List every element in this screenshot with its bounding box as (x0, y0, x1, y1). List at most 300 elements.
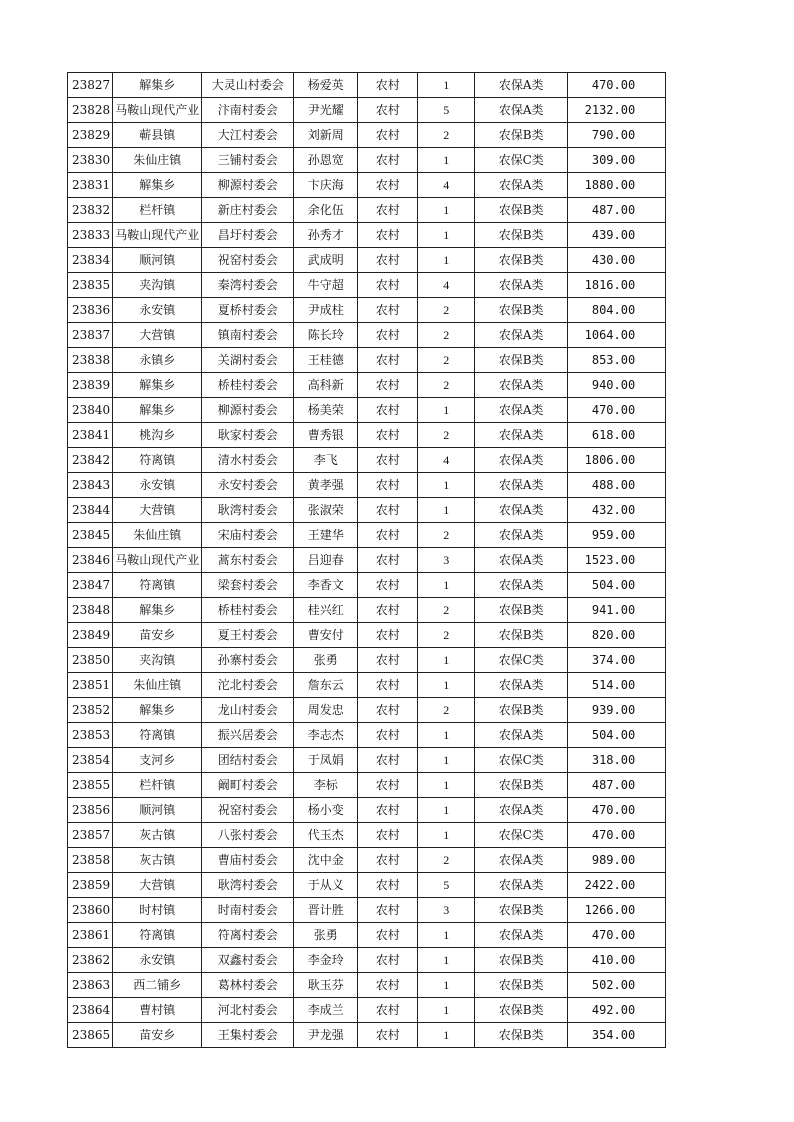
township-cell: 桃沟乡 (113, 423, 202, 448)
table-row (68, 848, 666, 873)
record-id-cell: 23853 (68, 723, 113, 748)
area-type-cell: 农村 (358, 323, 418, 348)
area-type-cell: 农村 (358, 798, 418, 823)
township-cell: 栏杆镇 (113, 773, 202, 798)
person-name-cell: 詹东云 (294, 673, 358, 698)
village-committee-cell: 双鑫村委会 (202, 948, 294, 973)
record-id-cell: 23847 (68, 573, 113, 598)
amount-cell: 439.00 (568, 223, 666, 248)
household-count-cell: 5 (418, 873, 475, 898)
area-type-cell: 农村 (358, 698, 418, 723)
amount-cell: 790.00 (568, 123, 666, 148)
person-name-cell: 杨爱英 (294, 73, 358, 98)
area-type-cell: 农村 (358, 923, 418, 948)
household-count-cell: 1 (418, 723, 475, 748)
amount-cell: 374.00 (568, 648, 666, 673)
township-cell: 顺河镇 (113, 798, 202, 823)
area-type-cell: 农村 (358, 773, 418, 798)
village-committee-cell: 葛林村委会 (202, 973, 294, 998)
person-name-cell: 杨小变 (294, 798, 358, 823)
record-id-cell: 23856 (68, 798, 113, 823)
insurance-category-cell: 农保B类 (475, 123, 568, 148)
area-type-cell: 农村 (358, 423, 418, 448)
area-type-cell: 农村 (358, 748, 418, 773)
amount-cell: 940.00 (568, 373, 666, 398)
person-name-cell: 周发忠 (294, 698, 358, 723)
table-row (68, 498, 666, 523)
record-id-cell: 23839 (68, 373, 113, 398)
record-id-cell: 23837 (68, 323, 113, 348)
amount-cell: 432.00 (568, 498, 666, 523)
record-id-cell: 23855 (68, 773, 113, 798)
person-name-cell: 杨美荣 (294, 398, 358, 423)
village-committee-cell: 王集村委会 (202, 1023, 294, 1048)
record-id-cell: 23851 (68, 673, 113, 698)
table-row (68, 98, 666, 123)
insurance-category-cell: 农保B类 (475, 1023, 568, 1048)
table-row (68, 348, 666, 373)
household-count-cell: 2 (418, 373, 475, 398)
area-type-cell: 农村 (358, 1023, 418, 1048)
insurance-category-cell: 农保A类 (475, 923, 568, 948)
village-committee-cell: 宋庙村委会 (202, 523, 294, 548)
area-type-cell: 农村 (358, 173, 418, 198)
village-committee-cell: 时南村委会 (202, 898, 294, 923)
household-count-cell: 5 (418, 98, 475, 123)
township-cell: 夹沟镇 (113, 273, 202, 298)
village-committee-cell: 镇南村委会 (202, 323, 294, 348)
insurance-category-cell: 农保A类 (475, 523, 568, 548)
table-row (68, 698, 666, 723)
record-id-cell: 23828 (68, 98, 113, 123)
township-cell: 解集乡 (113, 173, 202, 198)
person-name-cell: 李金玲 (294, 948, 358, 973)
record-id-cell: 23849 (68, 623, 113, 648)
person-name-cell: 曹安付 (294, 623, 358, 648)
insurance-category-cell: 农保A类 (475, 848, 568, 873)
amount-cell: 470.00 (568, 923, 666, 948)
township-cell: 永安镇 (113, 298, 202, 323)
table-row (68, 723, 666, 748)
table-row (68, 973, 666, 998)
area-type-cell: 农村 (358, 948, 418, 973)
record-id-cell: 23854 (68, 748, 113, 773)
area-type-cell: 农村 (358, 148, 418, 173)
person-name-cell: 张勇 (294, 648, 358, 673)
village-committee-cell: 新庄村委会 (202, 198, 294, 223)
record-id-cell: 23858 (68, 848, 113, 873)
household-count-cell: 4 (418, 448, 475, 473)
insurance-category-cell: 农保A类 (475, 323, 568, 348)
table-row (68, 473, 666, 498)
insurance-category-cell: 农保B类 (475, 998, 568, 1023)
amount-cell: 2422.00 (568, 873, 666, 898)
person-name-cell: 尹龙强 (294, 1023, 358, 1048)
area-type-cell: 农村 (358, 873, 418, 898)
insurance-category-cell: 农保A类 (475, 798, 568, 823)
township-cell: 永安镇 (113, 948, 202, 973)
village-committee-cell: 振兴居委会 (202, 723, 294, 748)
amount-cell: 941.00 (568, 598, 666, 623)
insurance-category-cell: 农保B类 (475, 348, 568, 373)
township-cell: 朱仙庄镇 (113, 673, 202, 698)
area-type-cell: 农村 (358, 498, 418, 523)
amount-cell: 514.00 (568, 673, 666, 698)
amount-cell: 410.00 (568, 948, 666, 973)
insurance-category-cell: 农保A类 (475, 448, 568, 473)
insurance-category-cell: 农保B类 (475, 773, 568, 798)
village-committee-cell: 沱北村委会 (202, 673, 294, 698)
amount-cell: 470.00 (568, 398, 666, 423)
person-name-cell: 王建华 (294, 523, 358, 548)
household-count-cell: 2 (418, 698, 475, 723)
amount-cell: 470.00 (568, 73, 666, 98)
person-name-cell: 尹光耀 (294, 98, 358, 123)
township-cell: 大营镇 (113, 873, 202, 898)
area-type-cell: 农村 (358, 373, 418, 398)
insurance-category-cell: 农保B类 (475, 948, 568, 973)
household-count-cell: 3 (418, 548, 475, 573)
village-committee-cell: 三铺村委会 (202, 148, 294, 173)
record-id-cell: 23863 (68, 973, 113, 998)
insurance-category-cell: 农保C类 (475, 148, 568, 173)
table-row (68, 1023, 666, 1048)
insurance-category-cell: 农保A类 (475, 173, 568, 198)
area-type-cell: 农村 (358, 198, 418, 223)
table-row (68, 623, 666, 648)
person-name-cell: 于从义 (294, 873, 358, 898)
amount-cell: 430.00 (568, 248, 666, 273)
table-row (68, 873, 666, 898)
insurance-category-cell: 农保B类 (475, 698, 568, 723)
household-count-cell: 1 (418, 573, 475, 598)
household-count-cell: 2 (418, 523, 475, 548)
insurance-category-cell: 农保A类 (475, 723, 568, 748)
person-name-cell: 李志杰 (294, 723, 358, 748)
insurance-category-cell: 农保A类 (475, 573, 568, 598)
household-count-cell: 2 (418, 598, 475, 623)
area-type-cell: 农村 (358, 673, 418, 698)
amount-cell: 959.00 (568, 523, 666, 548)
village-committee-cell: 大灵山村委会 (202, 73, 294, 98)
person-name-cell: 卞庆海 (294, 173, 358, 198)
household-count-cell: 1 (418, 1023, 475, 1048)
amount-cell: 1523.00 (568, 548, 666, 573)
area-type-cell: 农村 (358, 648, 418, 673)
amount-cell: 318.00 (568, 748, 666, 773)
insurance-category-cell: 农保B类 (475, 198, 568, 223)
township-cell: 永安镇 (113, 473, 202, 498)
table-row (68, 948, 666, 973)
village-committee-cell: 桥桂村委会 (202, 373, 294, 398)
township-cell: 朱仙庄镇 (113, 148, 202, 173)
township-cell: 解集乡 (113, 698, 202, 723)
amount-cell: 504.00 (568, 573, 666, 598)
table-row (68, 398, 666, 423)
village-committee-cell: 河北村委会 (202, 998, 294, 1023)
village-committee-cell: 八张村委会 (202, 823, 294, 848)
household-count-cell: 1 (418, 998, 475, 1023)
area-type-cell: 农村 (358, 73, 418, 98)
area-type-cell: 农村 (358, 848, 418, 873)
household-count-cell: 2 (418, 423, 475, 448)
record-id-cell: 23836 (68, 298, 113, 323)
table-row (68, 448, 666, 473)
record-id-cell: 23840 (68, 398, 113, 423)
amount-cell: 470.00 (568, 798, 666, 823)
village-committee-cell: 汴南村委会 (202, 98, 294, 123)
person-name-cell: 刘新周 (294, 123, 358, 148)
table-row (68, 523, 666, 548)
insurance-category-cell: 农保C类 (475, 748, 568, 773)
township-cell: 马鞍山现代产业 (113, 548, 202, 573)
insurance-category-cell: 农保A类 (475, 473, 568, 498)
amount-cell: 487.00 (568, 773, 666, 798)
township-cell: 栏杆镇 (113, 198, 202, 223)
insurance-category-cell: 农保A类 (475, 98, 568, 123)
household-count-cell: 1 (418, 973, 475, 998)
amount-cell: 354.00 (568, 1023, 666, 1048)
person-name-cell: 李飞 (294, 448, 358, 473)
household-count-cell: 3 (418, 898, 475, 923)
insurance-category-cell: 农保A类 (475, 398, 568, 423)
record-id-cell: 23865 (68, 1023, 113, 1048)
person-name-cell: 高科新 (294, 373, 358, 398)
household-count-cell: 4 (418, 173, 475, 198)
table-row (68, 798, 666, 823)
table-row (68, 148, 666, 173)
household-count-cell: 1 (418, 148, 475, 173)
township-cell: 支河乡 (113, 748, 202, 773)
household-count-cell: 1 (418, 648, 475, 673)
village-committee-cell: 耿湾村委会 (202, 498, 294, 523)
household-count-cell: 1 (418, 223, 475, 248)
amount-cell: 2132.00 (568, 98, 666, 123)
amount-cell: 309.00 (568, 148, 666, 173)
township-cell: 苗安乡 (113, 623, 202, 648)
table-row (68, 598, 666, 623)
village-committee-cell: 秦湾村委会 (202, 273, 294, 298)
insurance-category-cell: 农保C类 (475, 823, 568, 848)
township-cell: 大营镇 (113, 498, 202, 523)
household-count-cell: 1 (418, 248, 475, 273)
village-committee-cell: 祝窑村委会 (202, 248, 294, 273)
village-committee-cell: 清水村委会 (202, 448, 294, 473)
record-id-cell: 23838 (68, 348, 113, 373)
township-cell: 大营镇 (113, 323, 202, 348)
amount-cell: 502.00 (568, 973, 666, 998)
household-count-cell: 1 (418, 823, 475, 848)
amount-cell: 1880.00 (568, 173, 666, 198)
village-committee-cell: 大江村委会 (202, 123, 294, 148)
person-name-cell: 张勇 (294, 923, 358, 948)
township-cell: 马鞍山现代产业 (113, 223, 202, 248)
township-cell: 灰古镇 (113, 848, 202, 873)
insurance-category-cell: 农保A类 (475, 423, 568, 448)
record-id-cell: 23833 (68, 223, 113, 248)
amount-cell: 488.00 (568, 473, 666, 498)
person-name-cell: 李成兰 (294, 998, 358, 1023)
area-type-cell: 农村 (358, 248, 418, 273)
table-row (68, 73, 666, 98)
record-id-cell: 23862 (68, 948, 113, 973)
area-type-cell: 农村 (358, 623, 418, 648)
household-count-cell: 2 (418, 848, 475, 873)
area-type-cell: 农村 (358, 123, 418, 148)
record-id-cell: 23843 (68, 473, 113, 498)
household-count-cell: 2 (418, 298, 475, 323)
village-committee-cell: 团结村委会 (202, 748, 294, 773)
record-id-cell: 23832 (68, 198, 113, 223)
amount-cell: 804.00 (568, 298, 666, 323)
village-committee-cell: 耿家村委会 (202, 423, 294, 448)
table-body (68, 73, 666, 1048)
insurance-category-cell: 农保A类 (475, 498, 568, 523)
village-committee-cell: 夏王村委会 (202, 623, 294, 648)
area-type-cell: 农村 (358, 273, 418, 298)
insurance-category-cell: 农保B类 (475, 598, 568, 623)
table-row (68, 223, 666, 248)
area-type-cell: 农村 (358, 723, 418, 748)
village-committee-cell: 阚町村委会 (202, 773, 294, 798)
area-type-cell: 农村 (358, 973, 418, 998)
amount-cell: 853.00 (568, 348, 666, 373)
insurance-category-cell: 农保A类 (475, 873, 568, 898)
village-committee-cell: 耿湾村委会 (202, 873, 294, 898)
area-type-cell: 农村 (358, 398, 418, 423)
area-type-cell: 农村 (358, 298, 418, 323)
record-id-cell: 23861 (68, 923, 113, 948)
area-type-cell: 农村 (358, 823, 418, 848)
village-committee-cell: 永安村委会 (202, 473, 294, 498)
table-row (68, 573, 666, 598)
township-cell: 符离镇 (113, 573, 202, 598)
village-committee-cell: 关湖村委会 (202, 348, 294, 373)
village-committee-cell: 孙寨村委会 (202, 648, 294, 673)
person-name-cell: 沈中金 (294, 848, 358, 873)
record-id-cell: 23860 (68, 898, 113, 923)
person-name-cell: 曹秀银 (294, 423, 358, 448)
township-cell: 解集乡 (113, 73, 202, 98)
table-row (68, 673, 666, 698)
area-type-cell: 农村 (358, 473, 418, 498)
insurance-category-cell: 农保B类 (475, 223, 568, 248)
household-count-cell: 1 (418, 948, 475, 973)
insurance-category-cell: 农保A类 (475, 373, 568, 398)
amount-cell: 1266.00 (568, 898, 666, 923)
table-row (68, 773, 666, 798)
area-type-cell: 农村 (358, 448, 418, 473)
table-row (68, 423, 666, 448)
person-name-cell: 耿玉芬 (294, 973, 358, 998)
area-type-cell: 农村 (358, 98, 418, 123)
amount-cell: 487.00 (568, 198, 666, 223)
household-count-cell: 1 (418, 398, 475, 423)
person-name-cell: 孙秀才 (294, 223, 358, 248)
village-committee-cell: 曹庙村委会 (202, 848, 294, 873)
person-name-cell: 桂兴红 (294, 598, 358, 623)
township-cell: 夹沟镇 (113, 648, 202, 673)
record-id-cell: 23845 (68, 523, 113, 548)
table-row (68, 548, 666, 573)
person-name-cell: 武成明 (294, 248, 358, 273)
person-name-cell: 于凤娟 (294, 748, 358, 773)
record-id-cell: 23852 (68, 698, 113, 723)
village-committee-cell: 桥桂村委会 (202, 598, 294, 623)
person-name-cell: 余化伍 (294, 198, 358, 223)
record-id-cell: 23834 (68, 248, 113, 273)
record-id-cell: 23857 (68, 823, 113, 848)
table-row (68, 248, 666, 273)
table-row (68, 373, 666, 398)
insurance-category-cell: 农保A类 (475, 273, 568, 298)
village-committee-cell: 夏桥村委会 (202, 298, 294, 323)
table-row (68, 323, 666, 348)
person-name-cell: 代玉杰 (294, 823, 358, 848)
insurance-category-cell: 农保B类 (475, 298, 568, 323)
area-type-cell: 农村 (358, 598, 418, 623)
record-id-cell: 23827 (68, 73, 113, 98)
record-id-cell: 23850 (68, 648, 113, 673)
person-name-cell: 晋计胜 (294, 898, 358, 923)
record-id-cell: 23841 (68, 423, 113, 448)
township-cell: 苗安乡 (113, 1023, 202, 1048)
person-name-cell: 李标 (294, 773, 358, 798)
record-id-cell: 23846 (68, 548, 113, 573)
person-name-cell: 陈长玲 (294, 323, 358, 348)
area-type-cell: 农村 (358, 573, 418, 598)
table-row (68, 923, 666, 948)
amount-cell: 1064.00 (568, 323, 666, 348)
person-name-cell: 牛守超 (294, 273, 358, 298)
table-row (68, 273, 666, 298)
household-count-cell: 1 (418, 498, 475, 523)
insurance-category-cell: 农保A类 (475, 548, 568, 573)
insurance-category-cell: 农保C类 (475, 648, 568, 673)
village-committee-cell: 祝窑村委会 (202, 798, 294, 823)
village-committee-cell: 柳源村委会 (202, 173, 294, 198)
township-cell: 解集乡 (113, 373, 202, 398)
village-committee-cell: 柳源村委会 (202, 398, 294, 423)
village-committee-cell: 蒿东村委会 (202, 548, 294, 573)
table-row (68, 898, 666, 923)
area-type-cell: 农村 (358, 998, 418, 1023)
area-type-cell: 农村 (358, 223, 418, 248)
household-count-cell: 1 (418, 748, 475, 773)
table-row (68, 123, 666, 148)
record-id-cell: 23831 (68, 173, 113, 198)
person-name-cell: 尹成柱 (294, 298, 358, 323)
amount-cell: 1816.00 (568, 273, 666, 298)
person-name-cell: 王桂德 (294, 348, 358, 373)
township-cell: 马鞍山现代产业 (113, 98, 202, 123)
household-count-cell: 1 (418, 673, 475, 698)
record-id-cell: 23848 (68, 598, 113, 623)
household-count-cell: 2 (418, 323, 475, 348)
insurance-category-cell: 农保A类 (475, 73, 568, 98)
person-name-cell: 李香文 (294, 573, 358, 598)
village-committee-cell: 梁套村委会 (202, 573, 294, 598)
table-row (68, 173, 666, 198)
table-row (68, 998, 666, 1023)
household-count-cell: 2 (418, 348, 475, 373)
record-id-cell: 23829 (68, 123, 113, 148)
amount-cell: 939.00 (568, 698, 666, 723)
household-count-cell: 1 (418, 73, 475, 98)
amount-cell: 1806.00 (568, 448, 666, 473)
household-count-cell: 2 (418, 623, 475, 648)
household-count-cell: 1 (418, 773, 475, 798)
